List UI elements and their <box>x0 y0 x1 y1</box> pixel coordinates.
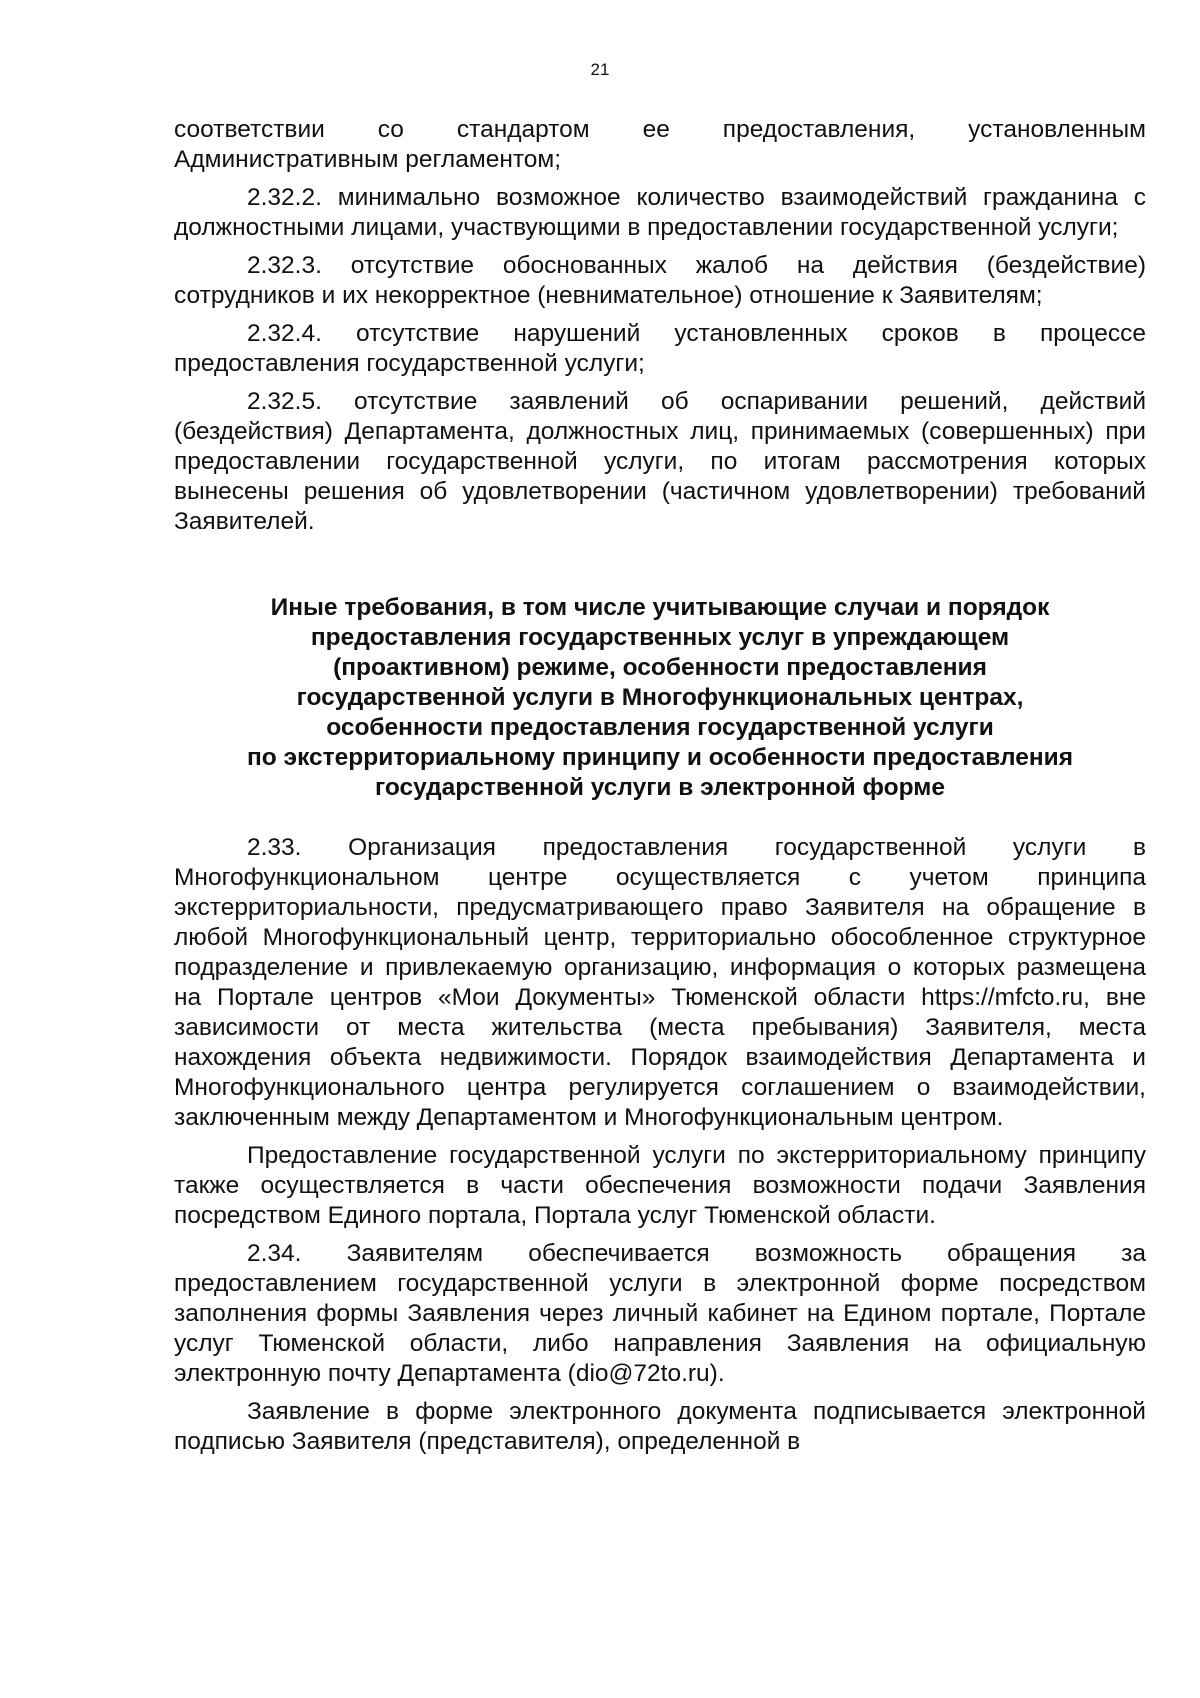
document-body <box>174 115 1146 1465</box>
paragraphs-bottom <box>174 833 1146 1457</box>
paragraph: 2.32.4. отсутствие нарушений установленных сроков в процессе предоставления государственной услуги; <box>174 320 1146 377</box>
paragraph: 2.32.2. минимально возможное количество взаимодействий гражданина с должностными лицами, участвующими в предоставлении государственной услуги; <box>174 184 1146 241</box>
paragraph: соответствии со стандартом ее предоставления, установленным Административным регламентом; <box>174 116 1146 173</box>
paragraphs-top <box>174 115 1146 537</box>
heading-line: по экстерриториальному принципу и особенности предоставления <box>246 744 1074 771</box>
heading-line: (проактивном) режиме, особенности предоставления <box>333 654 987 681</box>
paragraph: 2.32.3. отсутствие обоснованных жалоб на действия (бездействие) сотрудников и их некорректное (невнимательное) отношение к Заявителям; <box>174 252 1146 309</box>
section-heading <box>174 593 1146 803</box>
heading-line: особенности предоставления государственной услуги <box>326 714 994 741</box>
paragraph: 2.33. Организация предоставления государственной услуги в Многофункциональном центре осуществляется с учетом принципа экстерриториальности, предусматривающего право Заявителя на обращение в любой Многофункциональный центр, территориально обособленное структурное подразделение и привлекаемую организацию, информация о которых размещена на Портале центров «Мои Документы» Тюменской области https://mfcto.ru, вне зависимости от места жительства (места пребывания) Заявителя, места нахождения объекта недвижимости. Порядок взаимодействия Департамента и Многофункционального центра регулируется соглашением о взаимодействии, заключенным между Департаментом и Многофункциональным центром. <box>174 834 1146 1131</box>
heading-line: государственной услуги в Многофункциональных центрах, <box>296 684 1024 711</box>
page-number: 21 <box>590 60 610 79</box>
heading-line: предоставления государственных услуг в упреждающем <box>310 624 1010 651</box>
paragraph: Заявление в форме электронного документа подписывается электронной подписью Заявителя (представителя), определенной в <box>174 1398 1146 1455</box>
paragraph: 2.34. Заявителям обеспечивается возможность обращения за предоставлением государственной услуги в электронной форме посредством заполнения формы Заявления через личный кабинет на Едином портале, Портале услуг Тюменской области, либо направления Заявления на официальную электронную почту Департамента (dio@72to.ru). <box>174 1240 1146 1387</box>
heading-line: Иные требования, в том числе учитывающие случаи и порядок <box>270 594 1050 621</box>
paragraph: 2.32.5. отсутствие заявлений об оспаривании решений, действий (бездействия) Департамента, должностных лиц, принимаемых (совершенных) при предоставлении государственной услуги, по итогам рассмотрения которых вынесены решения об удовлетворении (частичном удовлетворении) требований Заявителей. <box>174 388 1146 535</box>
paragraph: Предоставление государственной услуги по экстерриториальному принципу также осуществляется в части обеспечения возможности подачи Заявления посредством Единого портала, Портала услуг Тюменской области. <box>174 1142 1146 1229</box>
heading-line: государственной услуги в электронной форме <box>374 774 946 801</box>
